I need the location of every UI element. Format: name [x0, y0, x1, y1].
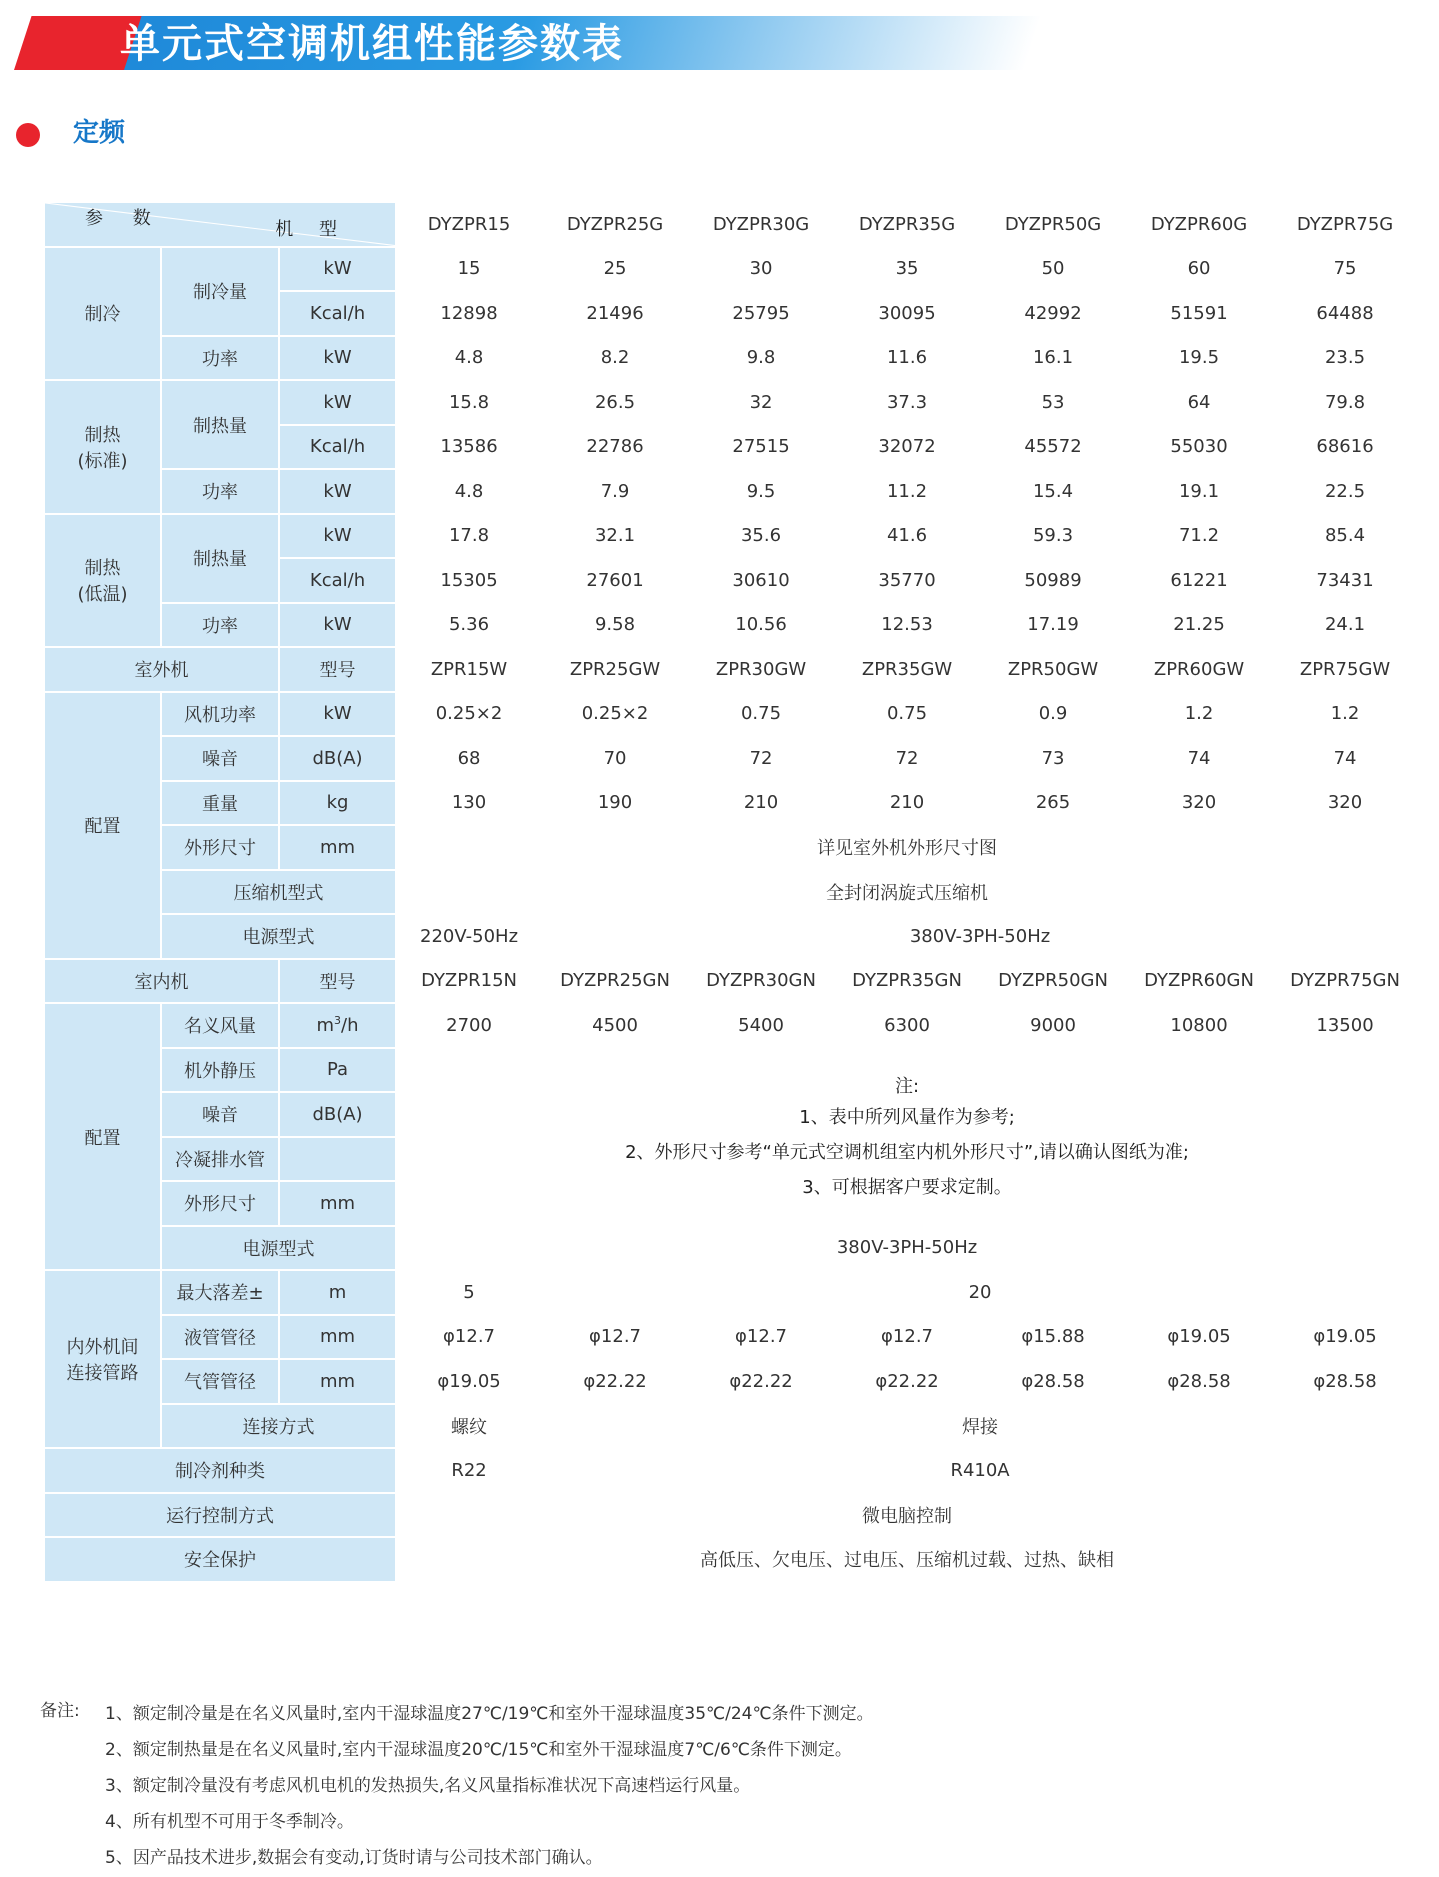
footnotes-label: 备注: — [40, 1701, 80, 1721]
table-cell-merged: 20 — [542, 1270, 1418, 1315]
table-row — [44, 1048, 1418, 1093]
row-label: 制热量 — [161, 380, 279, 469]
unit-label: Pa — [279, 1048, 396, 1093]
table-cell: 73431 — [1272, 558, 1418, 603]
table-cell: 19.5 — [1126, 336, 1272, 381]
table-cell: φ28.58 — [980, 1359, 1126, 1404]
table-cell: 60 — [1126, 247, 1272, 292]
model-header: DYZPR60G — [1126, 202, 1272, 247]
table-cell: 130 — [396, 781, 542, 826]
table-row — [44, 1448, 1418, 1493]
table-cell: 75 — [1272, 247, 1418, 292]
unit-label: kW — [279, 692, 396, 737]
table-cell: ZPR25GW — [542, 647, 688, 692]
table-cell: 32072 — [834, 425, 980, 470]
table-cell: 0.25×2 — [396, 692, 542, 737]
table-cell: 0.25×2 — [542, 692, 688, 737]
row-label: 最大落差± — [161, 1270, 279, 1315]
table-cell: ZPR15W — [396, 647, 542, 692]
table-cell: 24.1 — [1272, 603, 1418, 648]
table-cell: 9.8 — [688, 336, 834, 381]
group-label-outdoor-config: 配置 — [44, 692, 161, 959]
footnote-item: 4、所有机型不可用于冬季制冷。 — [105, 1812, 354, 1832]
model-header: DYZPR30G — [688, 202, 834, 247]
table-cell: 25 — [542, 247, 688, 292]
corner-model-label: 机 型 — [275, 219, 348, 240]
table-cell: 6300 — [834, 1003, 980, 1048]
table-cell: 12.53 — [834, 603, 980, 648]
table-cell: 35 — [834, 247, 980, 292]
unit-label: kW — [279, 469, 396, 514]
table-cell: R22 — [396, 1448, 542, 1493]
table-cell: 5.36 — [396, 603, 542, 648]
table-cell: 79.8 — [1272, 380, 1418, 425]
group-label-heating-std: 制热 (标准) — [44, 380, 161, 514]
unit-label: kW — [279, 247, 396, 292]
table-row — [44, 781, 1418, 826]
table-cell: 61221 — [1126, 558, 1272, 603]
table-cell: 53 — [980, 380, 1126, 425]
table-cell: 11.6 — [834, 336, 980, 381]
table-row — [44, 336, 1418, 381]
indoor-unit-label: 室内机 — [44, 959, 279, 1004]
table-cell: 68 — [396, 736, 542, 781]
row-label: 噪音 — [161, 736, 279, 781]
note-line: 1、表中所列风量作为参考; — [799, 1106, 1015, 1128]
row-label: 功率 — [161, 336, 279, 381]
table-cell: 64488 — [1272, 291, 1418, 336]
table-cell: DYZPR60GN — [1126, 959, 1272, 1004]
table-cell: 42992 — [980, 291, 1126, 336]
footnote-item: 2、额定制热量是在名义风量时,室内干湿球温度20℃/15℃和室外干湿球温度7℃/6℃条件下测定。 — [105, 1740, 852, 1760]
table-cell: 22.5 — [1272, 469, 1418, 514]
note-line: 注: — [894, 1075, 920, 1097]
table-row — [44, 1315, 1418, 1360]
table-cell: 0.75 — [834, 692, 980, 737]
outdoor-unit-label: 室外机 — [44, 647, 279, 692]
unit-label: Kcal/h — [279, 291, 396, 336]
table-cell: 1.2 — [1272, 692, 1418, 737]
table-cell-merged: 详见室外机外形尺寸图 — [396, 825, 1418, 870]
table-cell: 13500 — [1272, 1003, 1418, 1048]
table-cell: 15 — [396, 247, 542, 292]
footnote-item: 1、额定制冷量是在名义风量时,室内干湿球温度27℃/19℃和室外干湿球温度35℃/24℃条件下测定。 — [105, 1704, 874, 1724]
table-row — [44, 825, 1418, 870]
table-cell: 12898 — [396, 291, 542, 336]
table-row — [44, 1226, 1418, 1271]
table-cell: 螺纹 — [396, 1404, 542, 1449]
table-cell: 265 — [980, 781, 1126, 826]
table-cell: 4.8 — [396, 336, 542, 381]
indoor-notes — [396, 1048, 1418, 1226]
section-title: 定频 — [73, 118, 126, 148]
row-label: 风机功率 — [161, 692, 279, 737]
unit-label: kW — [279, 514, 396, 559]
footnote-item: 3、额定制冷量没有考虑风机电机的发热损失,名义风量指标准状况下高速档运行风量。 — [105, 1776, 751, 1796]
corner-cell — [44, 202, 396, 247]
table-cell: 32.1 — [542, 514, 688, 559]
unit-label: Kcal/h — [279, 425, 396, 470]
table-cell: φ19.05 — [1126, 1315, 1272, 1360]
group-label-piping: 内外机间 连接管路 — [44, 1270, 161, 1448]
table-cell: 22786 — [542, 425, 688, 470]
row-label: 冷凝排水管 — [161, 1137, 279, 1182]
table-cell: 220V-50Hz — [396, 914, 542, 959]
table-cell: 51591 — [1126, 291, 1272, 336]
table-cell: 74 — [1126, 736, 1272, 781]
table-cell: 30095 — [834, 291, 980, 336]
row-label: 压缩机型式 — [161, 870, 396, 915]
table-row — [44, 380, 1418, 425]
table-row — [44, 736, 1418, 781]
table-cell: 15.8 — [396, 380, 542, 425]
table-cell: DYZPR50GN — [980, 959, 1126, 1004]
table-cell: 30 — [688, 247, 834, 292]
table-cell: ZPR75GW — [1272, 647, 1418, 692]
row-label: 运行控制方式 — [44, 1493, 396, 1538]
table-cell: 59.3 — [980, 514, 1126, 559]
table-cell: 15305 — [396, 558, 542, 603]
table-cell: ZPR50GW — [980, 647, 1126, 692]
table-cell: 11.2 — [834, 469, 980, 514]
table-row — [44, 914, 1418, 959]
table-cell: 1.2 — [1126, 692, 1272, 737]
table-cell: φ15.88 — [980, 1315, 1126, 1360]
bullet-dot-icon — [16, 123, 40, 147]
table-cell: 55030 — [1126, 425, 1272, 470]
table-cell: 35770 — [834, 558, 980, 603]
table-cell: 21.25 — [1126, 603, 1272, 648]
table-cell: DYZPR30GN — [688, 959, 834, 1004]
row-label: 制热量 — [161, 514, 279, 603]
table-cell: 190 — [542, 781, 688, 826]
table-cell: 19.1 — [1126, 469, 1272, 514]
table-cell: φ28.58 — [1272, 1359, 1418, 1404]
table-cell-merged: R410A — [542, 1448, 1418, 1493]
table-cell: ZPR60GW — [1126, 647, 1272, 692]
row-label: 安全保护 — [44, 1537, 396, 1582]
table-cell: φ22.22 — [542, 1359, 688, 1404]
row-label: 功率 — [161, 469, 279, 514]
table-cell-merged: 380V-3PH-50Hz — [396, 1226, 1418, 1271]
table-cell: φ22.22 — [834, 1359, 980, 1404]
table-row — [44, 1003, 1418, 1048]
table-cell: 25795 — [688, 291, 834, 336]
table-cell: 37.3 — [834, 380, 980, 425]
table-cell: 4500 — [542, 1003, 688, 1048]
unit-label: dB(A) — [279, 736, 396, 781]
unit-label: mm — [279, 1315, 396, 1360]
table-cell: φ12.7 — [834, 1315, 980, 1360]
model-header: DYZPR75G — [1272, 202, 1418, 247]
table-cell: 26.5 — [542, 380, 688, 425]
table-cell: DYZPR75GN — [1272, 959, 1418, 1004]
row-label: 制冷量 — [161, 247, 279, 336]
table-cell: 70 — [542, 736, 688, 781]
table-row — [44, 647, 1418, 692]
unit-label: kg — [279, 781, 396, 826]
unit-label: kW — [279, 380, 396, 425]
row-label: 液管管径 — [161, 1315, 279, 1360]
table-cell: 35.6 — [688, 514, 834, 559]
table-cell: 7.9 — [542, 469, 688, 514]
model-header: DYZPR35G — [834, 202, 980, 247]
table-cell: 32 — [688, 380, 834, 425]
table-cell: 74 — [1272, 736, 1418, 781]
row-label: 电源型式 — [161, 1226, 396, 1271]
table-cell: 30610 — [688, 558, 834, 603]
corner-param-label: 参 数 — [85, 207, 163, 229]
table-row — [44, 247, 1418, 292]
table-cell: 41.6 — [834, 514, 980, 559]
table-row — [44, 1359, 1418, 1404]
table-cell: ZPR30GW — [688, 647, 834, 692]
table-cell: DYZPR25GN — [542, 959, 688, 1004]
table-cell: 85.4 — [1272, 514, 1418, 559]
table-row — [44, 514, 1418, 559]
row-label: 外形尺寸 — [161, 825, 279, 870]
row-label: 气管管径 — [161, 1359, 279, 1404]
row-label: 制冷剂种类 — [44, 1448, 396, 1493]
table-row — [44, 469, 1418, 514]
row-label: 外形尺寸 — [161, 1181, 279, 1226]
table-cell: 210 — [834, 781, 980, 826]
table-cell: 71.2 — [1126, 514, 1272, 559]
row-label: 连接方式 — [161, 1404, 396, 1449]
table-cell: 210 — [688, 781, 834, 826]
table-cell: 50 — [980, 247, 1126, 292]
unit-label: mm — [279, 1359, 396, 1404]
table-row — [44, 1493, 1418, 1538]
table-cell: 2700 — [396, 1003, 542, 1048]
footnote-item: 5、因产品技术进步,数据会有变动,订货时请与公司技术部门确认。 — [105, 1848, 603, 1868]
group-label-cooling: 制冷 — [44, 247, 161, 381]
unit-label: dB(A) — [279, 1092, 396, 1137]
table-row — [44, 603, 1418, 648]
unit-label: mm — [279, 825, 396, 870]
table-cell: φ19.05 — [396, 1359, 542, 1404]
unit-label: 型号 — [279, 959, 396, 1004]
table-cell: 17.19 — [980, 603, 1126, 648]
table-cell: 73 — [980, 736, 1126, 781]
model-header: DYZPR15 — [396, 202, 542, 247]
table-cell-merged: 高低压、欠电压、过电压、压缩机过载、过热、缺相 — [396, 1537, 1418, 1582]
table-row — [44, 1404, 1418, 1449]
table-cell: 72 — [688, 736, 834, 781]
table-cell: 15.4 — [980, 469, 1126, 514]
row-label: 电源型式 — [161, 914, 396, 959]
table-header-row — [44, 202, 1418, 247]
table-cell: 72 — [834, 736, 980, 781]
unit-label — [279, 1137, 396, 1182]
row-label: 机外静压 — [161, 1048, 279, 1093]
table-cell: 8.2 — [542, 336, 688, 381]
table-cell: 9.5 — [688, 469, 834, 514]
table-cell: 10.56 — [688, 603, 834, 648]
spec-table — [43, 201, 1419, 1583]
table-cell: 4.8 — [396, 469, 542, 514]
table-cell: 320 — [1272, 781, 1418, 826]
table-cell: 10800 — [1126, 1003, 1272, 1048]
table-cell: 5400 — [688, 1003, 834, 1048]
table-cell: 0.75 — [688, 692, 834, 737]
unit-label: $m^3/h$ — [279, 1003, 396, 1048]
model-header: DYZPR25G — [542, 202, 688, 247]
model-header: DYZPR50G — [980, 202, 1126, 247]
table-row — [44, 870, 1418, 915]
row-label: 噪音 — [161, 1092, 279, 1137]
table-cell: 13586 — [396, 425, 542, 470]
table-cell: ZPR35GW — [834, 647, 980, 692]
table-cell-merged: 微电脑控制 — [396, 1493, 1418, 1538]
unit-label: mm — [279, 1181, 396, 1226]
table-cell: 17.8 — [396, 514, 542, 559]
table-cell-merged: 380V-3PH-50Hz — [542, 914, 1418, 959]
table-cell: 0.9 — [980, 692, 1126, 737]
table-cell-merged: 焊接 — [542, 1404, 1418, 1449]
table-row — [44, 1270, 1418, 1315]
table-cell: 21496 — [542, 291, 688, 336]
table-cell: 68616 — [1272, 425, 1418, 470]
group-label-indoor-config: 配置 — [44, 1003, 161, 1270]
table-row — [44, 959, 1418, 1004]
table-cell: 320 — [1126, 781, 1272, 826]
table-cell: 5 — [396, 1270, 542, 1315]
unit-label: kW — [279, 603, 396, 648]
unit-label: m — [279, 1270, 396, 1315]
table-cell: φ12.7 — [542, 1315, 688, 1360]
table-row — [44, 1537, 1418, 1582]
note-line: 3、可根据客户要求定制。 — [802, 1176, 1012, 1198]
table-cell: 27515 — [688, 425, 834, 470]
table-row — [44, 692, 1418, 737]
table-cell: 16.1 — [980, 336, 1126, 381]
table-cell: φ28.58 — [1126, 1359, 1272, 1404]
table-cell-merged: 全封闭涡旋式压缩机 — [396, 870, 1418, 915]
table-cell: 45572 — [980, 425, 1126, 470]
unit-label: Kcal/h — [279, 558, 396, 603]
table-cell: 9.58 — [542, 603, 688, 648]
page-title: 单元式空调机组性能参数表 — [120, 20, 624, 67]
table-cell: φ19.05 — [1272, 1315, 1418, 1360]
note-line: 2、外形尺寸参考“单元式空调机组室内机外形尺寸”,请以确认图纸为准; — [625, 1141, 1189, 1163]
table-cell: DYZPR15N — [396, 959, 542, 1004]
table-cell: φ22.22 — [688, 1359, 834, 1404]
footnotes-list — [105, 1696, 874, 1876]
unit-label: 型号 — [279, 647, 396, 692]
table-cell: φ12.7 — [688, 1315, 834, 1360]
table-cell: DYZPR35GN — [834, 959, 980, 1004]
title-banner — [14, 16, 1024, 70]
table-cell: 9000 — [980, 1003, 1126, 1048]
table-cell: 27601 — [542, 558, 688, 603]
row-label: 功率 — [161, 603, 279, 648]
table-cell: 64 — [1126, 380, 1272, 425]
table-cell: φ12.7 — [396, 1315, 542, 1360]
row-label: 名义风量 — [161, 1003, 279, 1048]
group-label-heating-low: 制热 (低温) — [44, 514, 161, 648]
row-label: 重量 — [161, 781, 279, 826]
unit-label: kW — [279, 336, 396, 381]
table-cell: 50989 — [980, 558, 1126, 603]
table-cell: 23.5 — [1272, 336, 1418, 381]
